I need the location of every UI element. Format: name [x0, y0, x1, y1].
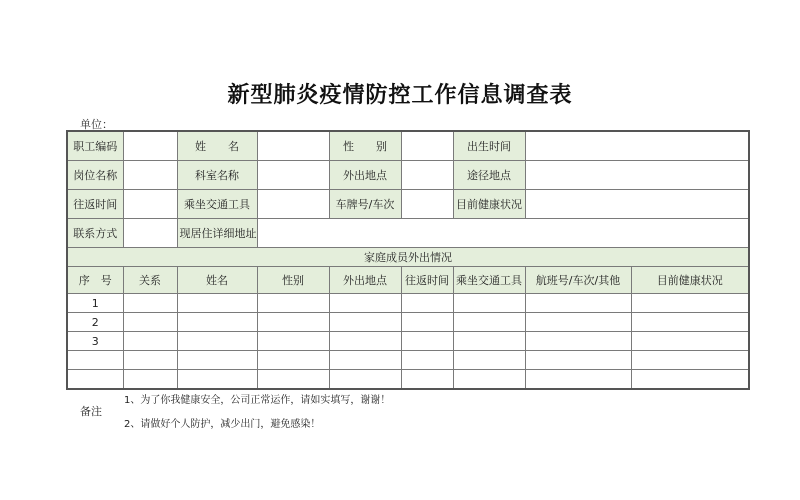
department-field[interactable] [257, 161, 329, 190]
table-row [67, 370, 749, 390]
gender-cell[interactable] [257, 332, 329, 351]
flight-train-cell[interactable] [525, 294, 631, 313]
family-header-row [67, 267, 749, 294]
relation-cell[interactable] [123, 332, 177, 351]
flight-train-cell[interactable] [525, 351, 631, 370]
info-row [67, 131, 749, 161]
health-cell[interactable] [631, 370, 749, 390]
transport-cell[interactable] [453, 294, 525, 313]
health-cell[interactable] [631, 313, 749, 332]
health-cell[interactable] [631, 332, 749, 351]
relation-cell[interactable] [123, 370, 177, 390]
round-trip-cell[interactable] [401, 294, 453, 313]
name-cell[interactable] [177, 313, 257, 332]
employee-id-field[interactable] [123, 131, 177, 161]
transport-field[interactable] [257, 190, 329, 219]
info-row [67, 219, 749, 248]
family-header-destination: 外出地点 [329, 267, 401, 294]
flight-train-cell[interactable] [525, 332, 631, 351]
name-cell[interactable] [177, 332, 257, 351]
label-transit-places: 途径地点 [453, 161, 525, 190]
row-index: 1 [67, 294, 123, 313]
relation-cell[interactable] [123, 294, 177, 313]
table-row [67, 294, 749, 313]
family-header-relation: 关系 [123, 267, 177, 294]
destination-cell[interactable] [329, 351, 401, 370]
flight-train-cell[interactable] [525, 370, 631, 390]
name-cell[interactable] [177, 351, 257, 370]
relation-cell[interactable] [123, 351, 177, 370]
label-transport: 乘坐交通工具 [177, 190, 257, 219]
label-employee-id: 职工编码 [67, 131, 123, 161]
destination-field[interactable] [401, 161, 453, 190]
name-field[interactable] [257, 131, 329, 161]
round-trip-cell[interactable] [401, 351, 453, 370]
transport-cell[interactable] [453, 351, 525, 370]
family-header-flight-train: 航班号/车次/其他 [525, 267, 631, 294]
transport-cell[interactable] [453, 332, 525, 351]
note-item: 1、为了你我健康安全，公司正常运作，请如实填写，谢谢！ [124, 395, 391, 406]
health-cell[interactable] [631, 351, 749, 370]
row-index: 3 [67, 332, 123, 351]
table-row [67, 332, 749, 351]
notes-label: 备注 [80, 405, 102, 418]
round-trip-cell[interactable] [401, 313, 453, 332]
destination-cell[interactable] [329, 313, 401, 332]
label-plate-train-no: 车牌号/车次 [329, 190, 401, 219]
round-trip-time-field[interactable] [123, 190, 177, 219]
label-department: 科室名称 [177, 161, 257, 190]
table-row [67, 313, 749, 332]
info-row [67, 161, 749, 190]
family-header-round-trip: 往返时间 [401, 267, 453, 294]
gender-cell[interactable] [257, 370, 329, 390]
transport-cell[interactable] [453, 313, 525, 332]
family-header-name: 姓名 [177, 267, 257, 294]
family-header-health: 目前健康状况 [631, 267, 749, 294]
survey-form-table [66, 130, 750, 390]
row-index [67, 351, 123, 370]
info-row [67, 190, 749, 219]
flight-train-cell[interactable] [525, 313, 631, 332]
gender-field[interactable] [401, 131, 453, 161]
destination-cell[interactable] [329, 294, 401, 313]
gender-cell[interactable] [257, 351, 329, 370]
family-header-gender: 性别 [257, 267, 329, 294]
position-field[interactable] [123, 161, 177, 190]
label-position: 岗位名称 [67, 161, 123, 190]
label-birth-date: 出生时间 [453, 131, 525, 161]
address-field[interactable] [257, 219, 749, 248]
destination-cell[interactable] [329, 332, 401, 351]
health-cell[interactable] [631, 294, 749, 313]
label-name: 姓 名 [177, 131, 257, 161]
destination-cell[interactable] [329, 370, 401, 390]
form-title: 新型肺炎疫情防控工作信息调查表 [227, 83, 573, 108]
note-item: 2、请做好个人防护，减少出门，避免感染！ [124, 419, 321, 430]
gender-cell[interactable] [257, 313, 329, 332]
gender-cell[interactable] [257, 294, 329, 313]
label-gender: 性 别 [329, 131, 401, 161]
label-destination: 外出地点 [329, 161, 401, 190]
transport-cell[interactable] [453, 370, 525, 390]
family-header-index: 序 号 [67, 267, 123, 294]
name-cell[interactable] [177, 294, 257, 313]
family-section-row [67, 248, 749, 267]
transit-places-field[interactable] [525, 161, 749, 190]
table-row [67, 351, 749, 370]
relation-cell[interactable] [123, 313, 177, 332]
name-cell[interactable] [177, 370, 257, 390]
birth-date-field[interactable] [525, 131, 749, 161]
label-health-status: 目前健康状况 [453, 190, 525, 219]
health-status-field[interactable] [525, 190, 749, 219]
label-address: 现居住详细地址 [177, 219, 257, 248]
family-section-title: 家庭成员外出情况 [67, 248, 749, 267]
label-round-trip-time: 往返时间 [67, 190, 123, 219]
unit-label: 单位： [80, 118, 113, 131]
round-trip-cell[interactable] [401, 370, 453, 390]
row-index [67, 370, 123, 390]
round-trip-cell[interactable] [401, 332, 453, 351]
plate-train-no-field[interactable] [401, 190, 453, 219]
row-index: 2 [67, 313, 123, 332]
label-contact: 联系方式 [67, 219, 123, 248]
contact-field[interactable] [123, 219, 177, 248]
family-header-transport: 乘坐交通工具 [453, 267, 525, 294]
